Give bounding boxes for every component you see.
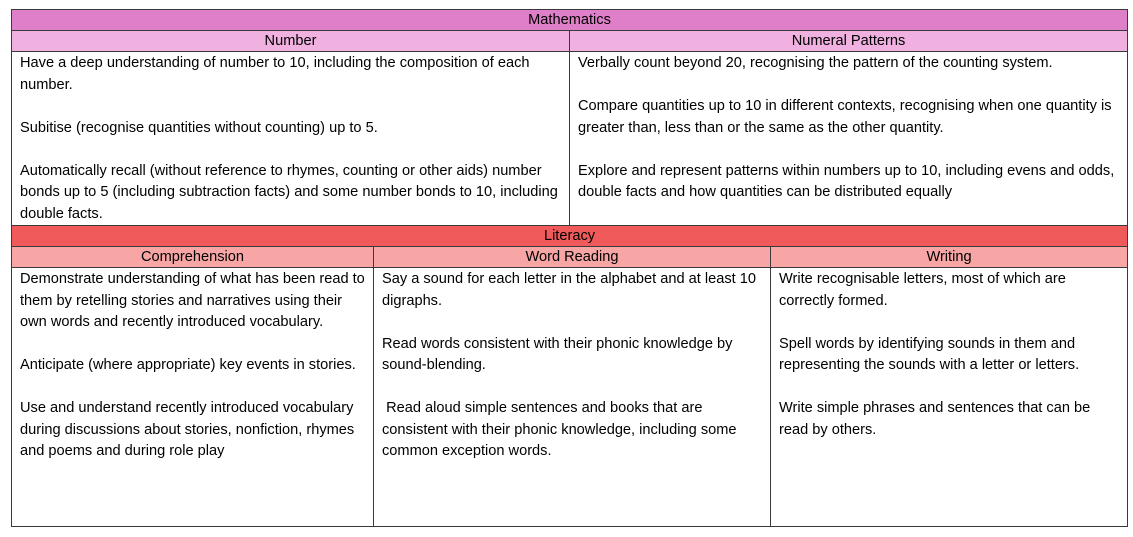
comprehension-column-heading: Comprehension bbox=[12, 247, 374, 268]
numeral-patterns-paragraph-2: Compare quantities up to 10 in different contexts, recognising when one quantity is greater than, less than or the same as the other quantity. bbox=[578, 98, 1112, 136]
writing-column-heading: Writing bbox=[771, 247, 1128, 268]
numeral-patterns-column-heading: Numeral Patterns bbox=[570, 31, 1128, 52]
number-column-heading: Number bbox=[12, 31, 570, 52]
mathematics-header: Mathematics bbox=[12, 10, 1128, 31]
writing-paragraph-3: Write simple phrases and sentences that can be read by others. bbox=[779, 400, 1091, 438]
writing-paragraph-1: Write recognisable letters, most of which are correctly formed. bbox=[779, 271, 1066, 309]
numeral-patterns-paragraph-3: Explore and represent patterns within numbers up to 10, including evens and odds, double facts and how quantities can be distributed equally bbox=[578, 162, 1115, 200]
numeral-patterns-paragraph-1: Verbally count beyond 20, recognising the pattern of the counting system. bbox=[578, 55, 1053, 71]
comprehension-paragraph-1: Demonstrate understanding of what has been read to them by retelling stories and narratives using their own words and recently introduced vocabulary. bbox=[20, 271, 365, 330]
writing-cell bbox=[771, 268, 1128, 527]
number-paragraph-1: Have a deep understanding of number to 10, including the composition of each number. bbox=[20, 55, 530, 93]
comprehension-cell bbox=[12, 268, 374, 527]
numeral-patterns-cell bbox=[570, 52, 1128, 226]
number-cell bbox=[12, 52, 570, 226]
word-reading-paragraph-2: Read words consistent with their phonic knowledge by sound-blending. bbox=[382, 335, 733, 373]
number-paragraph-2: Subitise (recognise quantities without counting) up to 5. bbox=[20, 119, 378, 136]
word-reading-paragraph-1: Say a sound for each letter in the alphabet and at least 10 digraphs. bbox=[382, 271, 757, 309]
number-paragraph-3: Automatically recall (without reference to rhymes, counting or other aids) number bonds up to 5 (including subtraction facts) and some number bonds to 10, including double facts. bbox=[20, 162, 558, 222]
literacy-header: Literacy bbox=[12, 226, 1128, 247]
word-reading-paragraph-3: Read aloud simple sentences and books that are consistent with their phonic knowledge, including some common exception words. bbox=[382, 400, 741, 459]
word-reading-cell bbox=[374, 268, 771, 527]
literacy-table bbox=[11, 225, 1128, 527]
word-reading-column-heading: Word Reading bbox=[374, 247, 771, 268]
comprehension-paragraph-3: Use and understand recently introduced vocabulary during discussions about stories, nonfiction, rhymes and poems and during role play bbox=[20, 400, 355, 459]
writing-paragraph-2: Spell words by identifying sounds in them and representing the sounds with a letter or letters. bbox=[779, 335, 1080, 373]
mathematics-table bbox=[11, 9, 1128, 226]
comprehension-paragraph-2: Anticipate (where appropriate) key events in stories. bbox=[20, 357, 356, 373]
